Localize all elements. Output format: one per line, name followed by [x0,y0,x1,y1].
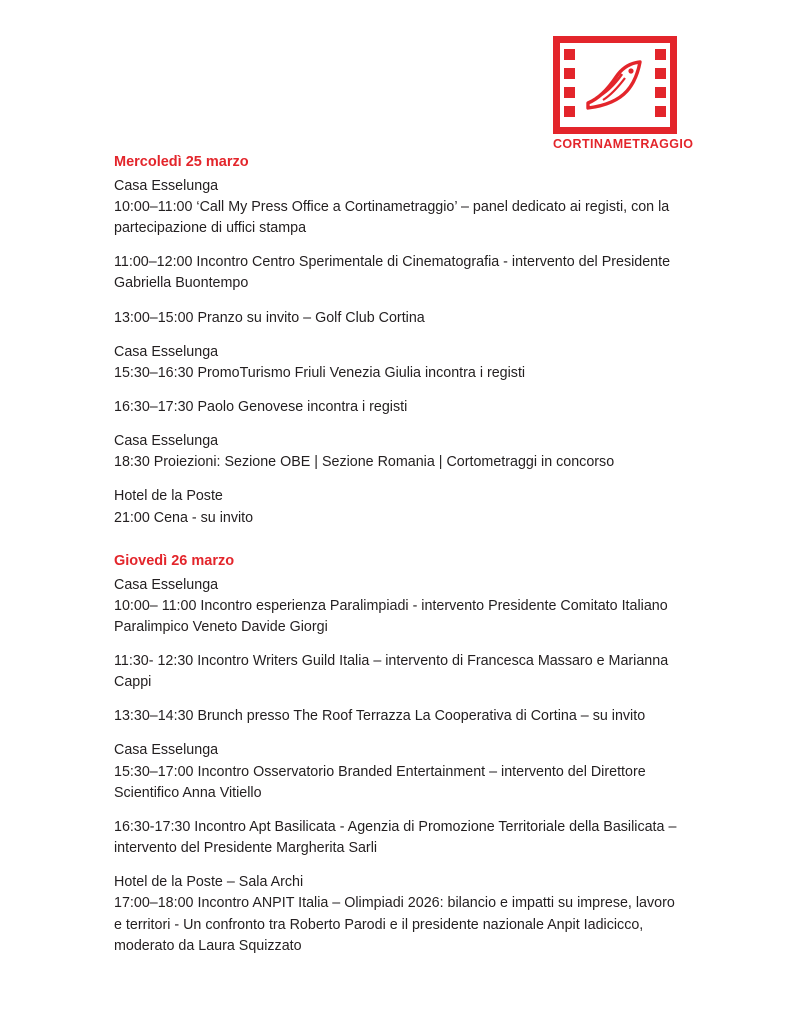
entry-line: 11:30- 12:30 Incontro Writers Guild Italia – intervento di Francesca Massaro e Marianna Cappi [114,653,669,691]
entry-venue: Hotel de la Poste – Sala Archi [114,874,304,891]
spacer [114,693,679,706]
entry-venue: Casa Esselunga [114,742,219,759]
entry-line: 15:30–16:30 PromoTurismo Friuli Venezia Giulia incontra i registi [114,364,526,381]
film-perforation [564,106,575,117]
entry-venue: Hotel de la Poste [114,488,223,505]
schedule-entry [114,740,679,803]
spacer [114,859,679,872]
film-perforation [564,68,575,79]
schedule-entry [114,817,679,859]
spacer [114,727,679,740]
schedule-entry [114,486,679,528]
film-strip-icon [553,36,677,134]
entry-line: 10:00–11:00 ‘Call My Press Office a Cortinametraggio’ – panel dedicato ai registi, con la partecipazione di uffici stampa [114,198,670,237]
film-perforation [655,68,666,79]
schedule-entry [114,651,679,693]
day-heading-1: Mercoledì 25 marzo [114,154,249,170]
fish-icon [584,59,646,111]
spacer [114,804,679,817]
schedule-entry [114,575,679,638]
entry-line: 11:00–12:00 Incontro Centro Sperimentale di Cinematografia - intervento del Presidente Gabriella Buontempo [114,254,671,292]
entry-venue: Casa Esselunga [114,576,219,593]
spacer [114,418,679,431]
entry-venue: Casa Esselunga [114,433,219,450]
day-heading-2: Giovedì 26 marzo [114,552,235,569]
spacer [114,473,679,486]
entry-line: 21:00 Cena - su invito [114,509,254,526]
spacer [114,295,679,308]
entry-line: 15:30–17:00 Incontro Osservatorio Branded Entertainment – intervento del Direttore Scientifico Anna Vitiello [114,763,646,801]
entry-line: 13:00–15:00 Pranzo su invito – Golf Club Cortina [114,309,425,326]
entry-line: 13:30–14:30 Brunch presso The Roof Terrazza La Cooperativa di Cortina – su invito [114,708,646,725]
spacer [114,384,679,397]
entry-line: 17:00–18:00 Incontro ANPIT Italia – Olimpiadi 2026: bilancio e impatti su imprese, lavoro e territori - Un confronto tra Roberto Parodi e il presidente nazionale Anpit Iadicicco, moderato da Laura Squizzato [114,895,675,954]
entry-line: 18:30 Proiezioni: Sezione OBE | Sezione Romania | Cortometraggi in concorso [114,454,615,471]
entry-venue: Casa Esselunga [114,177,219,194]
entry-line: 16:30–17:30 Paolo Genovese incontra i registi [114,399,408,415]
schedule-entry [114,431,679,473]
schedule-entry [114,706,679,727]
entry-line: 10:00– 11:00 Incontro esperienza Paralimpiadi - intervento Presidente Comitato Italiano Paralimpico Veneto Davide Giorgi [114,597,668,635]
film-perforation [564,87,575,98]
cortinametraggio-logo [553,36,694,151]
film-perforation [564,49,575,60]
spacer [114,239,679,252]
schedule-entry [114,176,679,239]
schedule-entry [114,342,679,384]
film-perforation [655,106,666,117]
entry-line: 16:30-17:30 Incontro Apt Basilicata - Agenzia di Promozione Territoriale della Basilicata – intervento del Presidente Margherita Sarli [114,818,677,857]
schedule-content [114,152,679,957]
spacer [114,329,679,342]
logo-wordmark: CORTINAMETRAGGIO [553,137,694,151]
schedule-entry [114,252,679,294]
schedule-entry [114,872,679,957]
spacer [114,638,679,651]
schedule-entry [114,397,679,418]
film-perforation [655,49,666,60]
schedule-entry [114,308,679,329]
entry-venue: Casa Esselunga [114,343,219,360]
film-perforation [655,87,666,98]
